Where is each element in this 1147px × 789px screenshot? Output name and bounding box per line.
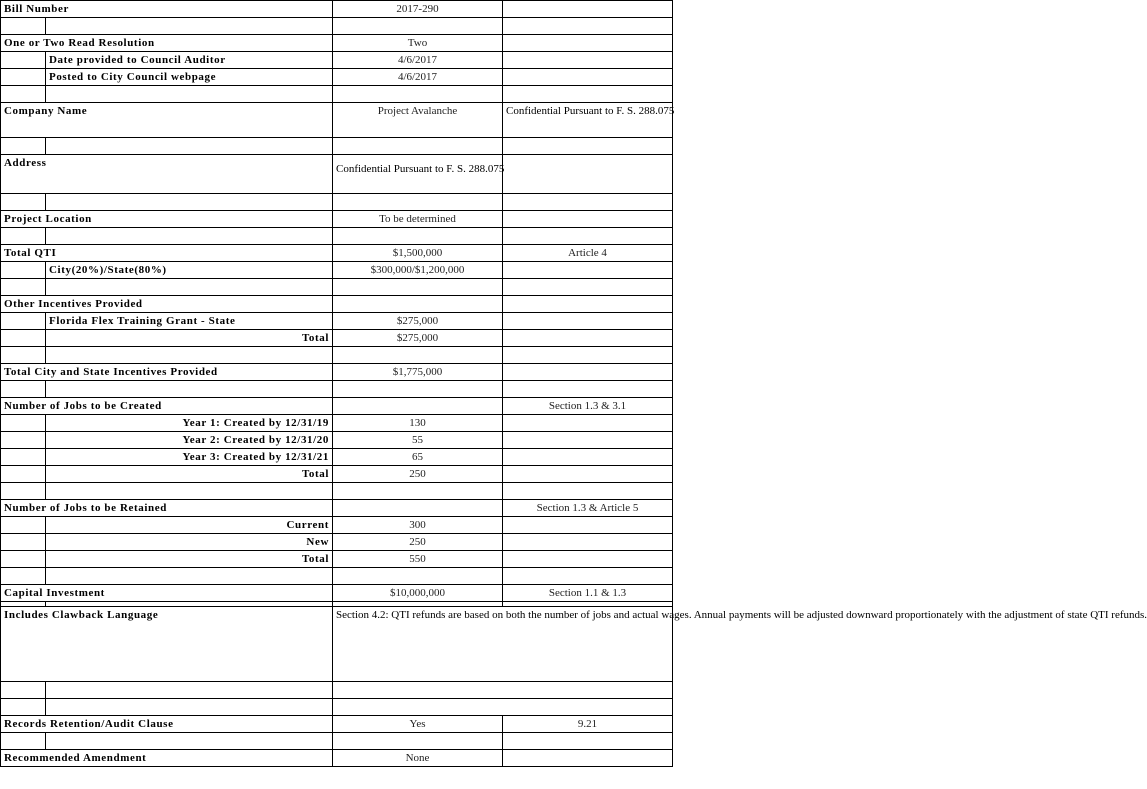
clawback-label: Includes Clawback Language — [1, 607, 333, 682]
records-ref: 9.21 — [503, 716, 673, 733]
capital-value: $10,000,000 — [333, 585, 503, 602]
address-label: Address — [1, 155, 333, 194]
jobs-created-year3-label: Year 3: Created by 12/31/21 — [46, 449, 333, 466]
row-qti-split — [1, 262, 673, 279]
reading-label: One or Two Read Resolution — [1, 35, 333, 52]
jobs-created-total-label: Total — [46, 466, 333, 483]
row-records — [1, 716, 673, 733]
jobs-created-year3-value: 65 — [333, 449, 503, 466]
total-incentives-value: $1,775,000 — [333, 364, 503, 381]
other-incentives-label: Other Incentives Provided — [1, 296, 333, 313]
row-address — [1, 155, 673, 194]
flex-grant-value: $275,000 — [333, 313, 503, 330]
qti-split-label: City(20%)/State(80%) — [46, 262, 333, 279]
webpage-date-label: Posted to City Council webpage — [46, 69, 333, 86]
amendment-label: Recommended Amendment — [1, 750, 333, 767]
company-note: Confidential Pursuant to F. S. 288.075 — [503, 103, 673, 138]
jobs-created-total-value: 250 — [333, 466, 503, 483]
auditor-date-label: Date provided to Council Auditor — [46, 52, 333, 69]
webpage-date-value: 4/6/2017 — [333, 69, 503, 86]
jobs-retained-total-value: 550 — [333, 551, 503, 568]
table-row — [1, 517, 673, 534]
capital-ref: Section 1.1 & 1.3 — [503, 585, 673, 602]
jobs-created-label: Number of Jobs to be Created — [1, 398, 333, 415]
jobs-created-year2-label: Year 2: Created by 12/31/20 — [46, 432, 333, 449]
amendment-value: None — [333, 750, 503, 767]
address-value: Confidential Pursuant to F. S. 288.075 — [333, 155, 503, 194]
auditor-date-value: 4/6/2017 — [333, 52, 503, 69]
jobs-retained-total-label: Total — [46, 551, 333, 568]
jobs-retained-current-value: 300 — [333, 517, 503, 534]
row-jobs-retained — [1, 500, 673, 517]
row-webpage-date — [1, 69, 673, 86]
capital-label: Capital Investment — [1, 585, 333, 602]
jobs-retained-current-label: Current — [46, 517, 333, 534]
bill-number-label: Bill Number — [1, 1, 333, 18]
table-row — [1, 466, 673, 483]
row-company — [1, 103, 673, 138]
jobs-retained-ref: Section 1.3 & Article 5 — [503, 500, 673, 517]
row-capital — [1, 585, 673, 602]
row-flex-grant — [1, 313, 673, 330]
location-value: To be determined — [333, 211, 503, 228]
row-auditor-date — [1, 52, 673, 69]
company-value: Project Avalanche — [333, 103, 503, 138]
table-row — [1, 432, 673, 449]
records-value: Yes — [333, 716, 503, 733]
other-total-value: $275,000 — [333, 330, 503, 347]
flex-grant-label: Florida Flex Training Grant - State — [46, 313, 333, 330]
qti-ref: Article 4 — [503, 245, 673, 262]
total-incentives-label: Total City and State Incentives Provided — [1, 364, 333, 381]
row-other-incentives — [1, 296, 673, 313]
row-location — [1, 211, 673, 228]
clawback-value: Section 4.2: QTI refunds are based on both the number of jobs and actual wages. Annual payments will be adjusted downward proportionately with the adjustment of state QTI refunds. — [333, 607, 673, 682]
other-total-label: Total — [46, 330, 333, 347]
jobs-created-ref: Section 1.3 & 3.1 — [503, 398, 673, 415]
qti-value: $1,500,000 — [333, 245, 503, 262]
table-row — [1, 551, 673, 568]
qti-split-value: $300,000/$1,200,000 — [333, 262, 503, 279]
company-label: Company Name — [1, 103, 333, 138]
jobs-created-year2-value: 55 — [333, 432, 503, 449]
row-clawback — [1, 607, 673, 682]
jobs-retained-new-label: New — [46, 534, 333, 551]
jobs-created-year1-value: 130 — [333, 415, 503, 432]
location-label: Project Location — [1, 211, 333, 228]
row-reading — [1, 35, 673, 52]
jobs-created-year1-label: Year 1: Created by 12/31/19 — [46, 415, 333, 432]
table-row — [1, 449, 673, 466]
row-total-incentives — [1, 364, 673, 381]
row-qti — [1, 245, 673, 262]
jobs-retained-new-value: 250 — [333, 534, 503, 551]
records-label: Records Retention/Audit Clause — [1, 716, 333, 733]
bill-number-value: 2017-290 — [333, 1, 503, 18]
table-row — [1, 415, 673, 432]
row-other-total — [1, 330, 673, 347]
qti-label: Total QTI — [1, 245, 333, 262]
row-amendment — [1, 750, 673, 767]
jobs-retained-label: Number of Jobs to be Retained — [1, 500, 333, 517]
row-bill-number — [1, 1, 673, 18]
row-jobs-created — [1, 398, 673, 415]
reading-value: Two — [333, 35, 503, 52]
table-row — [1, 534, 673, 551]
